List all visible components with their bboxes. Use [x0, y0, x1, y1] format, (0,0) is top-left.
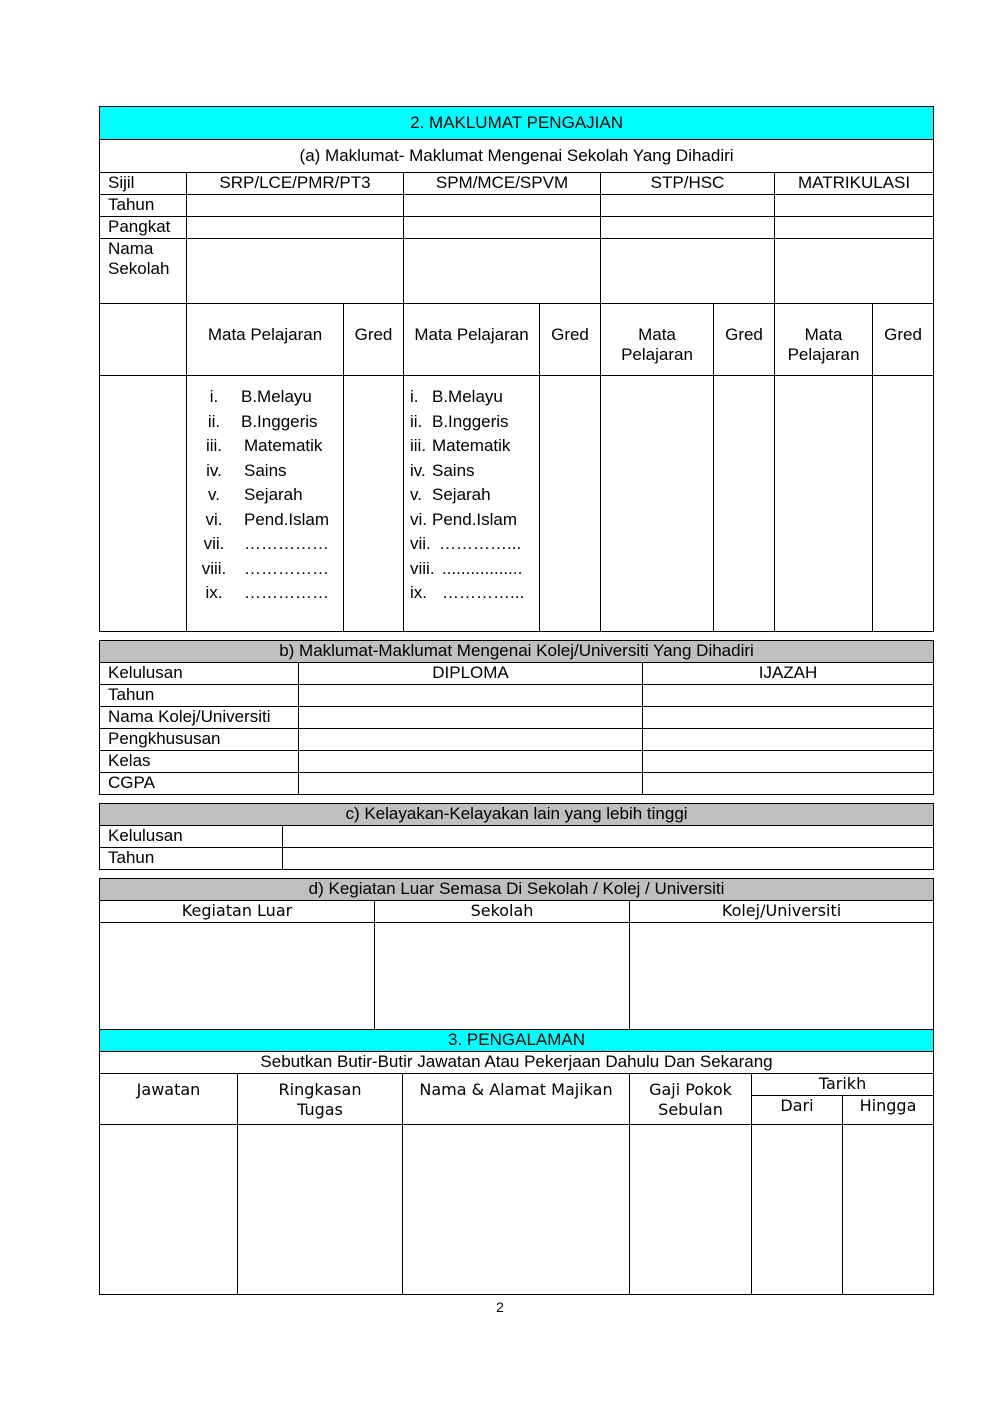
row-label-sijil: Sijil: [100, 173, 187, 195]
row-label-pengkhususan: Pengkhususan: [100, 729, 299, 751]
input-kegiatan-sekolah[interactable]: [375, 923, 630, 1030]
row-label-kelulusan: Kelulusan: [100, 663, 299, 685]
subject-item: v. Sejarah: [410, 485, 491, 504]
subject-item: iii. Matematik: [205, 436, 323, 455]
input-ijazah-pengkhususan[interactable]: [643, 729, 934, 751]
input-kegiatan-luar[interactable]: [100, 923, 375, 1030]
section-d-title: d) Kegiatan Luar Semasa Di Sekolah / Kolej / Universiti: [100, 879, 934, 901]
gaji-line-2: Sebulan: [658, 1100, 723, 1119]
subject-list-srp: [187, 385, 343, 606]
subject-item: ix. …………...: [410, 583, 525, 602]
section-b-title: b) Maklumat-Maklumat Mengenai Kolej/Universiti Yang Dihadiri: [100, 641, 934, 663]
education-school-table: [99, 106, 934, 632]
label-nama: Nama: [108, 239, 154, 258]
gred-header-stp: Gred: [714, 304, 775, 376]
subject-item: ii. B.Inggeris: [207, 411, 318, 431]
cert-header-srp: SRP/LCE/PMR/PT3: [187, 173, 404, 195]
input-diploma-kelas[interactable]: [299, 751, 643, 773]
mata-pelajaran-header-matrikulasi: Mata Pelajaran: [775, 304, 873, 376]
input-diploma-cgpa[interactable]: [299, 773, 643, 795]
row-label-tahun: Tahun: [100, 195, 187, 217]
subject-item: vii. ……………: [203, 534, 329, 553]
ringkasan-line-2: Tugas: [297, 1100, 343, 1119]
col-header-tarikh: Tarikh: [752, 1074, 934, 1096]
col-header-gaji: [630, 1074, 752, 1125]
section-c-title: c) Kelayakan-Kelayakan lain yang lebih tinggi: [100, 804, 934, 826]
input-sekolah-spm[interactable]: [404, 239, 601, 304]
input-gred-spm[interactable]: [540, 376, 601, 632]
input-pangkat-matrikulasi[interactable]: [775, 217, 934, 239]
row-label-tahun: Tahun: [100, 848, 283, 870]
col-header-nama-alamat: Nama & Alamat Majikan: [403, 1074, 630, 1125]
mata-pelajaran-header-stp: Mata Pelajaran: [601, 304, 714, 376]
mata-pelajaran-header-spm: Mata Pelajaran: [404, 304, 540, 376]
input-gred-stp[interactable]: [714, 376, 775, 632]
subject-item: viii. ……………: [201, 558, 329, 578]
input-gred-matrikulasi[interactable]: [873, 376, 934, 632]
gred-header-srp: Gred: [344, 304, 404, 376]
subject-item: iv. Sains: [410, 460, 475, 480]
col-header-dari: Dari: [752, 1096, 843, 1125]
blank-cell: [100, 376, 187, 632]
page-number: 2: [496, 1299, 504, 1315]
section-3-title: 3. PENGALAMAN: [100, 1030, 934, 1052]
section-a-title: (a) Maklumat- Maklumat Mengenai Sekolah Yang Dihadiri: [100, 140, 934, 173]
row-label-pangkat: Pangkat: [100, 217, 187, 239]
input-ijazah-cgpa[interactable]: [643, 773, 934, 795]
subject-item: vii. …………...: [410, 534, 522, 553]
input-subjects-matrikulasi[interactable]: [775, 376, 873, 632]
subject-item: ix. ……………: [205, 583, 329, 602]
input-ijazah-kelas[interactable]: [643, 751, 934, 773]
section-2-title: 2. MAKLUMAT PENGAJIAN: [100, 107, 934, 140]
ringkasan-line-1: Ringkasan: [278, 1080, 362, 1099]
gred-header-spm: Gred: [540, 304, 601, 376]
subject-item: iii. Matematik: [410, 436, 511, 455]
col-header-kolej: Kolej/Universiti: [630, 901, 934, 923]
input-tahun-stp[interactable]: [601, 195, 775, 217]
col-header-ringkasan: [238, 1074, 403, 1125]
mata-pelajaran-header-srp: Mata Pelajaran: [187, 304, 344, 376]
input-kegiatan-kolej[interactable]: [630, 923, 934, 1030]
col-header-ijazah: IJAZAH: [643, 663, 934, 685]
subject-item: vi. Pend.Islam: [205, 509, 330, 529]
other-qualifications-table: [99, 803, 934, 870]
input-jawatan[interactable]: [100, 1125, 238, 1295]
input-nama-alamat-majikan[interactable]: [403, 1125, 630, 1295]
input-subjects-stp[interactable]: [601, 376, 714, 632]
input-pangkat-stp[interactable]: [601, 217, 775, 239]
row-label-nama-kolej: Nama Kolej/Universiti: [100, 707, 299, 729]
input-ijazah-tahun[interactable]: [643, 685, 934, 707]
col-header-jawatan: Jawatan: [100, 1074, 238, 1125]
row-label-tahun: Tahun: [100, 685, 299, 707]
subject-item: iv. Sains: [206, 460, 287, 480]
blank-cell: [100, 304, 187, 376]
subject-item: ii. B.Inggeris: [410, 411, 509, 431]
row-label-kelulusan: Kelulusan: [100, 826, 283, 848]
subject-item: i. B.Melayu: [410, 387, 503, 406]
input-diploma-nama[interactable]: [299, 707, 643, 729]
input-tarikh-hingga[interactable]: [843, 1125, 934, 1295]
input-kelulusan-lain[interactable]: [283, 826, 934, 848]
subjects-srp-cell: [187, 376, 344, 632]
input-sekolah-matrikulasi[interactable]: [775, 239, 934, 304]
university-table: [99, 640, 934, 795]
col-header-hingga: Hingga: [843, 1096, 934, 1125]
subject-item: vi. Pend.Islam: [410, 509, 518, 529]
col-header-diploma: DIPLOMA: [299, 663, 643, 685]
cert-header-matrikulasi: MATRIKULASI: [775, 173, 934, 195]
input-tahun-matrikulasi[interactable]: [775, 195, 934, 217]
row-label-nama-sekolah: [100, 239, 187, 304]
input-tahun-spm[interactable]: [404, 195, 601, 217]
input-tahun-srp[interactable]: [187, 195, 404, 217]
input-ijazah-nama[interactable]: [643, 707, 934, 729]
col-header-kegiatan-luar: Kegiatan Luar: [100, 901, 375, 923]
input-sekolah-srp[interactable]: [187, 239, 404, 304]
label-sekolah: Sekolah: [108, 259, 170, 278]
subject-item: i. B.Melayu: [209, 387, 312, 406]
input-gred-srp[interactable]: [344, 376, 404, 632]
input-sekolah-stp[interactable]: [601, 239, 775, 304]
subject-item: v. Sejarah: [208, 485, 303, 504]
gred-header-matrikulasi: Gred: [873, 304, 934, 376]
section-3-subtitle: Sebutkan Butir-Butir Jawatan Atau Pekerjaan Dahulu Dan Sekarang: [100, 1052, 934, 1074]
row-label-kelas: Kelas: [100, 751, 299, 773]
subject-item: viii. .................: [410, 558, 523, 578]
activities-experience-table: [99, 878, 934, 1295]
input-pangkat-spm[interactable]: [404, 217, 601, 239]
input-diploma-pengkhususan[interactable]: [299, 729, 643, 751]
input-diploma-tahun[interactable]: [299, 685, 643, 707]
gaji-line-1: Gaji Pokok: [649, 1080, 732, 1099]
input-tarikh-dari[interactable]: [752, 1125, 843, 1295]
cert-header-spm: SPM/MCE/SPVM: [404, 173, 601, 195]
col-header-sekolah: Sekolah: [375, 901, 630, 923]
subject-list-spm: [410, 385, 539, 606]
subjects-spm-cell: [404, 376, 540, 632]
cert-header-stp: STP/HSC: [601, 173, 775, 195]
input-ringkasan-tugas[interactable]: [238, 1125, 403, 1295]
row-label-cgpa: CGPA: [100, 773, 299, 795]
input-tahun-lain[interactable]: [283, 848, 934, 870]
input-pangkat-srp[interactable]: [187, 217, 404, 239]
input-gaji-pokok[interactable]: [630, 1125, 752, 1295]
